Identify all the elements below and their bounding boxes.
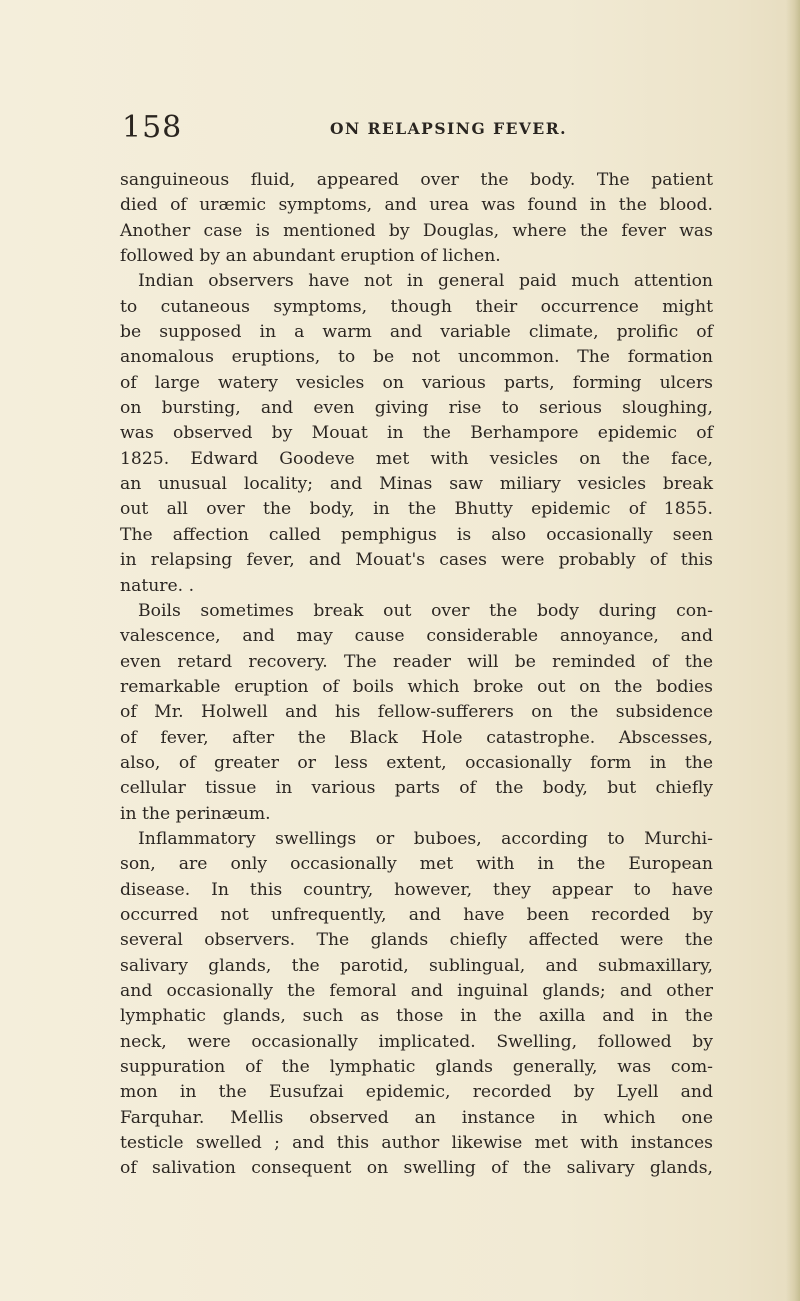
text-line: to cutaneous symptoms, though their occurrence might	[120, 296, 713, 317]
body-text	[120, 168, 713, 1182]
text-line: son, are only occasionally met with in the European	[120, 854, 713, 875]
text-line: was observed by Mouat in the Berhampore epidemic of	[120, 423, 713, 444]
text-line: cellular tissue in various parts of the body, but chiefly	[120, 778, 713, 799]
text-line: salivary glands, the parotid, sublingual, and submaxillary,	[120, 955, 713, 976]
text-line: even retard recovery. The reader will be reminded of the	[120, 651, 713, 672]
text-line: The affection called pemphigus is also occasionally seen	[120, 524, 713, 545]
text-line: suppuration of the lymphatic glands generally, was com-	[120, 1057, 713, 1078]
text-line: out all over the body, in the Bhutty epidemic of 1855.	[120, 499, 713, 520]
text-line: nature. .	[120, 575, 195, 596]
text-line: testicle swelled ; and this author likewise met with instances	[120, 1133, 713, 1154]
text-line: Another case is mentioned by Douglas, where the fever was	[120, 220, 713, 241]
text-line: Indian observers have not in general paid much attention	[138, 271, 713, 292]
text-line: mon in the Eusufzai epidemic, recorded by Lyell and	[120, 1082, 713, 1103]
text-line: of large watery vesicles on various parts, forming ulcers	[120, 372, 713, 393]
text-line: also, of greater or less extent, occasionally form in the	[120, 752, 713, 773]
text-line: an unusual locality; and Minas saw miliary vesicles break	[120, 474, 713, 495]
page-edge-shadow	[786, 0, 800, 1301]
text-line: followed by an abundant eruption of lichen.	[120, 246, 501, 267]
running-head: ON RELAPSING FEVER.	[330, 119, 568, 138]
text-line: 1825. Edward Goodeve met with vesicles on the face,	[120, 448, 713, 469]
text-line: of salivation consequent on swelling of the salivary glands,	[120, 1158, 713, 1179]
text-line: and occasionally the femoral and inguinal glands; and other	[120, 981, 713, 1001]
text-line: Boils sometimes break out over the body during con-	[138, 600, 713, 621]
text-line: of Mr. Holwell and his fellow-sufferers on the subsidence	[120, 702, 713, 723]
text-line: on bursting, and even giving rise to serious sloughing,	[120, 398, 713, 419]
text-line: valescence, and may cause considerable annoyance, and	[120, 626, 713, 647]
text-line: of fever, after the Black Hole catastrophe. Abscesses,	[120, 727, 713, 748]
text-line: in the perinæum.	[120, 803, 271, 824]
text-line: in relapsing fever, and Mouat's cases were probably of this	[120, 550, 713, 571]
page-number: 158	[122, 110, 183, 145]
text-line: several observers. The glands chiefly affected were the	[120, 930, 713, 951]
text-line: Farquhar. Mellis observed an instance in which one	[120, 1107, 713, 1128]
text-line: died of uræmic symptoms, and urea was found in the blood.	[120, 195, 713, 216]
page-header	[122, 108, 642, 148]
text-line: disease. In this country, however, they appear to have	[120, 879, 713, 900]
text-line: occurred not unfrequently, and have been recorded by	[120, 904, 713, 925]
text-line: anomalous eruptions, to be not uncommon. The formation	[120, 347, 713, 368]
text-line: neck, were occasionally implicated. Swelling, followed by	[120, 1031, 713, 1052]
text-line: sanguineous fluid, appeared over the body. The patient	[120, 170, 713, 190]
text-line: lymphatic glands, such as those in the axilla and in the	[120, 1006, 713, 1027]
text-line: remarkable eruption of boils which broke out on the bodies	[120, 676, 713, 697]
text-line: be supposed in a warm and variable climate, prolific of	[120, 322, 713, 343]
text-line: Inflammatory swellings or buboes, according to Murchi-	[138, 828, 713, 849]
